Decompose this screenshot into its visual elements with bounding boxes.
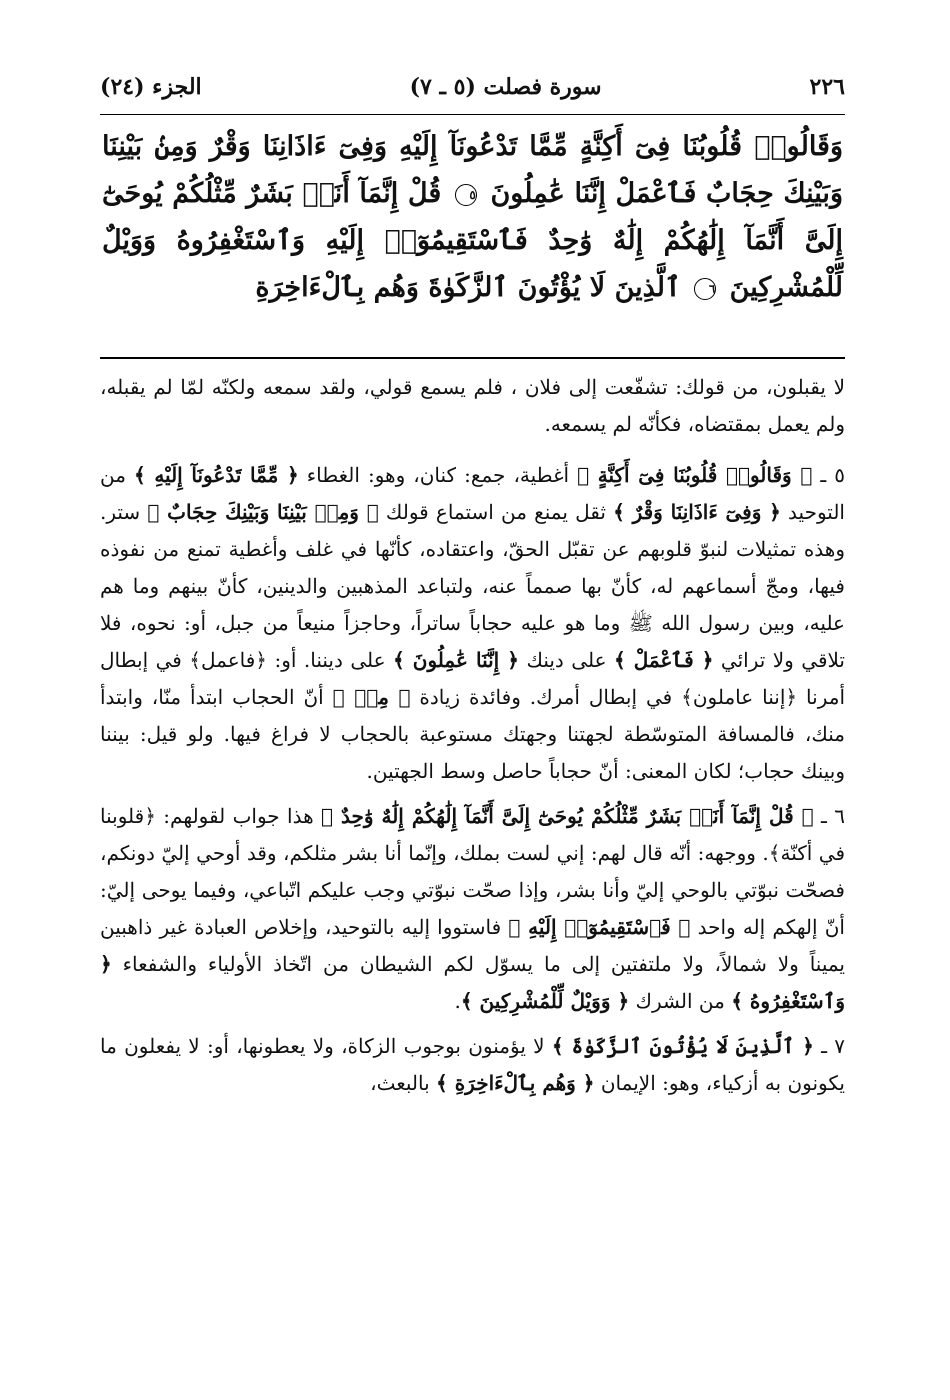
text: ثقل يمنع من استماع قولك	[378, 500, 614, 524]
quote: ﴿ وَقَالُوا۟ قُلُوبُنَا فِىٓ أَكِنَّةٍ ﴾	[577, 463, 813, 487]
quote: ﴿ مِنۢ ﴾	[332, 685, 411, 709]
text: على دينك	[519, 648, 614, 672]
page-number: ٢٢٦	[809, 74, 845, 100]
text: من التوحيد	[100, 463, 845, 524]
verse-number-5: ٥	[455, 184, 477, 206]
section-divider	[100, 357, 845, 359]
quote: ﴿ قُلْ إِنَّمَآ أَنَا۠ بَشَرٌ مِّثْلُكُمْ يُوحَىٰٓ إِلَىَّ أَنَّمَآ إِلَٰهُكُمْ إِلَٰهٌ وَٰحِدٌ ﴾	[321, 804, 814, 828]
verse-ref-5: ٥ ـ	[820, 463, 845, 487]
verse-6: قُلْ إِنَّمَآ أَنَا۠ بَشَرٌ مِّثْلُكُمْ يُوحَىٰٓ إِلَىَّ أَنَّمَآ إِلَٰهُكُمْ إِلَٰهٌ وَٰحِدٌ فَٱسْتَقِيمُوٓا۟ إِلَيْهِ وَٱسْتَغْفِرُوهُ وَوَيْلٌ لِّلْمُشْرِكِينَ	[102, 178, 843, 303]
quote: ﴿ وَفِىٓ ءَاذَانِنَا وَقْرٌ ﴾	[613, 500, 781, 524]
quote: ﴿ إِنَّنَا عَٰمِلُونَ ﴾	[393, 648, 520, 672]
commentary-verse-7	[100, 1028, 845, 1102]
surah-title: سورة فصلت (٥ ـ ٧)	[409, 74, 602, 100]
text: هذا جواب لقولهم: ﴿قلوبنا في أكنّة﴾. ووجهه: أنّه قال لهم: إني لست بملك، وإنّما أنا بشر مثلكم، وقد أوحي إليّ دونكم، فصحّت نبوّتي بالوحي إليّ وأنا بشر، وإذا صحّت نبوّتي وجب عليكم اتّباعي، وفيما يوحى إليّ: أنّ إلهكم إله واحد	[100, 804, 845, 939]
quote: ﴿ مِّمَّا تَدْعُونَآ إِلَيْهِ ﴾	[133, 463, 299, 487]
page-header	[100, 74, 845, 114]
text: فاستووا إليه بالتوحيد، وإخلاص العبادة غير ذاهبين يميناً ولا شمالاً، ولا ملتفتين إلى ما يسوّل لكم الشيطان من اتّخاذ الأولياء والشفعاء	[100, 915, 845, 976]
text: بالبعث،	[370, 1071, 437, 1095]
quran-verses	[100, 123, 845, 353]
header-divider	[100, 114, 845, 115]
text: .	[454, 989, 461, 1013]
commentary-continuation: لا يقبلون، من قولك: تشفّعت إلى فلان ، فلم يسمع قولي، ولقد سمعه ولكنّه لمّا لم يقبله، ولم يعمل بمقتضاه، فكأنّه لم يسمعه.	[100, 375, 845, 436]
text: أنّ الحجاب ابتدأ منّا، وابتدأ منك، فالمسافة المتوسّطة لجهتنا وجهتك مستوعبة بالحجاب لا فراغ فيها. ولو قيل: بيننا وبينك حجاب؛ لكان المعنى: أنّ حجاباً حاصل وسط الجهتين.	[100, 685, 845, 783]
verse-ref-7: ٧ ـ	[821, 1034, 845, 1058]
quote: ﴿ وَمِنۢ بَيْنِنَا وَبَيْنِكَ حِجَابٌ ﴾	[147, 500, 379, 524]
quote: ﴿ وَٱسْتَغْفِرُوهُ ﴾	[100, 952, 845, 1013]
verse-7: ٱلَّذِينَ لَا يُؤْتُونَ ٱلزَّكَوٰةَ وَهُم بِٱلْءَاخِرَةِ	[255, 272, 681, 303]
quote: ﴿ فَٱعْمَلْ ﴾	[613, 648, 714, 672]
text: لا يؤمنون بوجوب الزكاة، ولا يعطونها، أو: لا يفعلون ما يكونون به أزكياء، وهو: الإيمان	[100, 1034, 845, 1095]
text: على ديننا. أو: ﴿فاعمل﴾ في إبطال أمرنا ﴿إننا عاملون﴾ في إبطال أمرك. وفائدة زيادة	[100, 648, 845, 709]
text: ستر. وهذه تمثيلات لنبوّ قلوبهم عن تقبّل الحقّ، واعتقاده، كأنّها في غلف وأغطية تمنع من نفوذه فيها، ومجّ أسماعهم له، كأنّ بها صمماً عنه، ولتباعد المذهبين والدينين، كأنّ بينهم وما هم عليه، وبين رسول الله ﷺ وما هو عليه حجاباً ساتراً، وحاجزاً منيعاً من جبل، أو: نحوه، فلا تلاقي ولا ترائي	[100, 500, 845, 672]
commentary-verse-5	[100, 457, 845, 790]
quote: ﴿ وَهُم بِٱلْءَاخِرَةِ ﴾	[436, 1071, 595, 1095]
verse-ref-6: ٦ ـ	[821, 804, 845, 828]
book-page	[100, 74, 845, 1110]
juz-label: الجزء (٢٤)	[100, 74, 202, 100]
commentary-verse-6	[100, 798, 845, 1020]
text: أغطية، جمع: كنان، وهو: الغطاء	[298, 463, 578, 487]
quote: ﴿ وَوَيْلٌ لِّلْمُشْرِكِينَ ﴾	[460, 989, 630, 1013]
verse-5: وَقَالُوا۟ قُلُوبُنَا فِىٓ أَكِنَّةٍ مِّمَّا تَدْعُونَآ إِلَيْهِ وَفِىٓ ءَاذَانِنَا وَقْرٌ وَمِنۢ بَيْنِنَا وَبَيْنِكَ حِجَابٌ فَٱعْمَلْ إِنَّنَا عَٰمِلُونَ	[102, 131, 843, 209]
quote: ﴿ ٱلَّذِينَ لَا يُؤْتُونَ ٱلزَّكَوٰةَ ﴾	[551, 1034, 814, 1058]
verse-number-6: ٦	[694, 278, 716, 300]
quote: ﴿ فَٱسْتَقِيمُوٓا۟ إِلَيْهِ ﴾	[508, 915, 691, 939]
text: من الشرك	[629, 989, 732, 1013]
